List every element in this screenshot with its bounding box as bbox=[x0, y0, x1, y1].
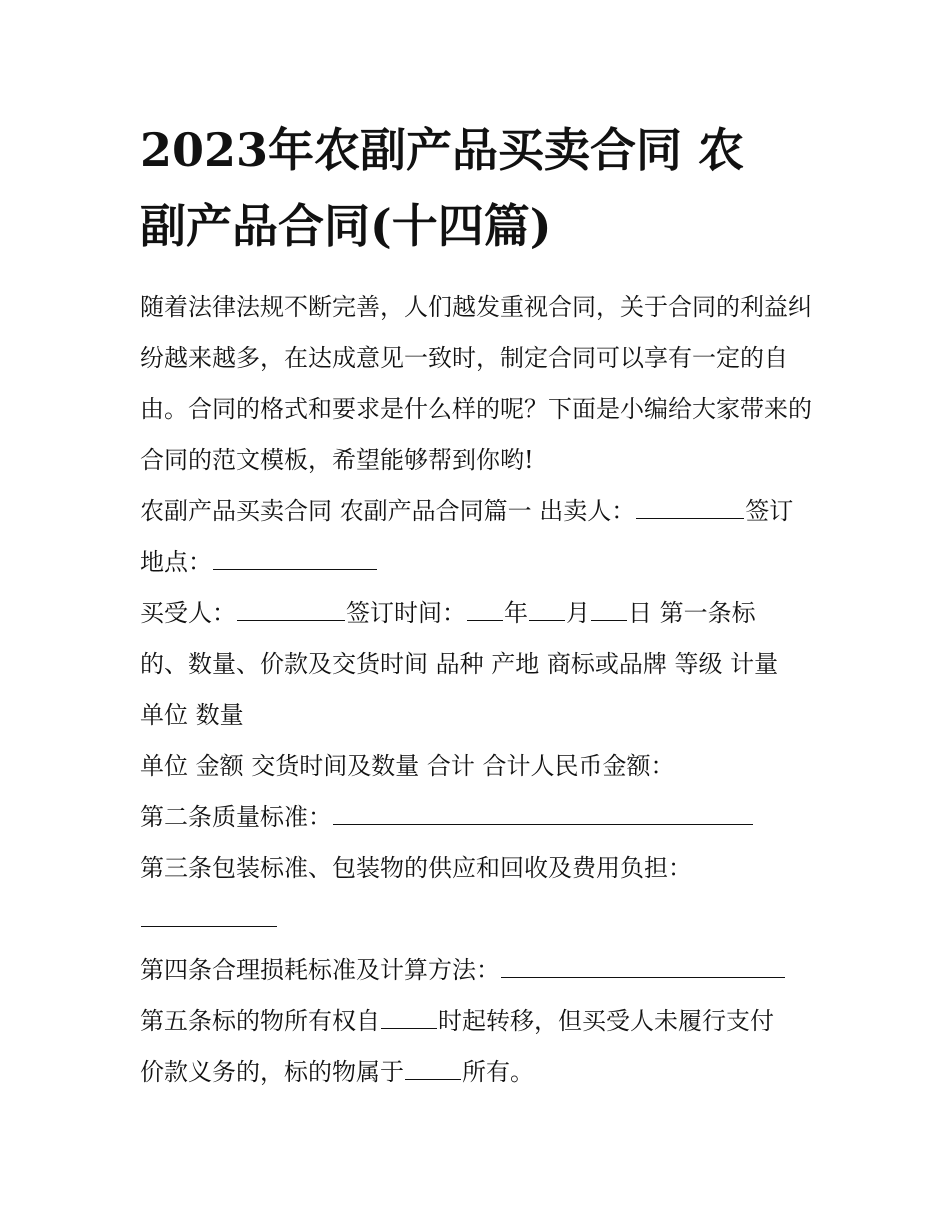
intro-paragraph: 随着法律法规不断完善，人们越发重视合同，关于合同的利益纠纷越来越多，在达成意见一致时，制定合同可以享有一定的自由。合同的格式和要求是什么样的呢？下面是小编给大家带来的合同的范文模板，希望能够帮到你哟! bbox=[140, 293, 812, 474]
sign-time-label: 签订时间： bbox=[346, 599, 466, 627]
clause-5-blank-2 bbox=[405, 1055, 461, 1080]
sign-label: 签订 bbox=[745, 497, 794, 525]
buyer-blank bbox=[237, 596, 345, 621]
clause-3-label: 第三条包装标准、包装物的供应和回收及费用负担： bbox=[140, 854, 692, 882]
seller-blank bbox=[636, 494, 744, 519]
unit-quantity-line: 单位 数量 bbox=[140, 701, 244, 729]
month-blank bbox=[529, 596, 565, 621]
day-blank bbox=[591, 596, 627, 621]
clause-3-blank bbox=[141, 902, 277, 927]
clause-5 bbox=[140, 996, 820, 1098]
clause-5-part-a: 第五条标的物所有权自 bbox=[140, 1007, 380, 1035]
month-label: 月 bbox=[566, 599, 590, 627]
title-year: 2023 bbox=[140, 123, 269, 177]
clause-2-label: 第二条质量标准： bbox=[140, 803, 332, 831]
title-line-2: 副产品合同(十四篇) bbox=[140, 199, 552, 253]
amount-line: 单位 金额 交货时间及数量 合计 合计人民币金额： bbox=[140, 752, 675, 780]
document-title bbox=[140, 112, 820, 264]
document-body bbox=[140, 112, 820, 1098]
item-columns-line: 的、数量、价款及交货时间 品种 产地 商标或品牌 等级 计量 bbox=[140, 650, 779, 678]
clause-2 bbox=[140, 792, 820, 843]
seller-line bbox=[140, 486, 820, 588]
year-label: 年 bbox=[504, 599, 528, 627]
clause-2-blank bbox=[333, 800, 753, 825]
clause-3 bbox=[140, 843, 820, 945]
clause-5-part-d: 所有。 bbox=[462, 1058, 534, 1086]
clause-4-label: 第四条合理损耗标准及计算方法： bbox=[140, 956, 500, 984]
clause-5-blank-1 bbox=[381, 1004, 437, 1029]
buyer-line bbox=[140, 588, 820, 741]
clause-4-blank bbox=[501, 953, 785, 978]
buyer-label: 买受人： bbox=[140, 599, 236, 627]
place-label: 地点： bbox=[140, 548, 212, 576]
clause-4 bbox=[140, 945, 820, 996]
place-blank bbox=[213, 545, 377, 570]
clause-5-part-c: 价款义务的，标的物属于 bbox=[140, 1058, 404, 1086]
year-blank bbox=[467, 596, 503, 621]
day-label: 日 第一条标 bbox=[628, 599, 756, 627]
title-line-1: 年农副产品买卖合同 农 bbox=[268, 123, 745, 177]
seller-label: 农副产品买卖合同 农副产品合同篇一 出卖人： bbox=[140, 497, 636, 525]
clause-5-part-b: 时起转移，但买受人未履行支付 bbox=[438, 1007, 774, 1035]
